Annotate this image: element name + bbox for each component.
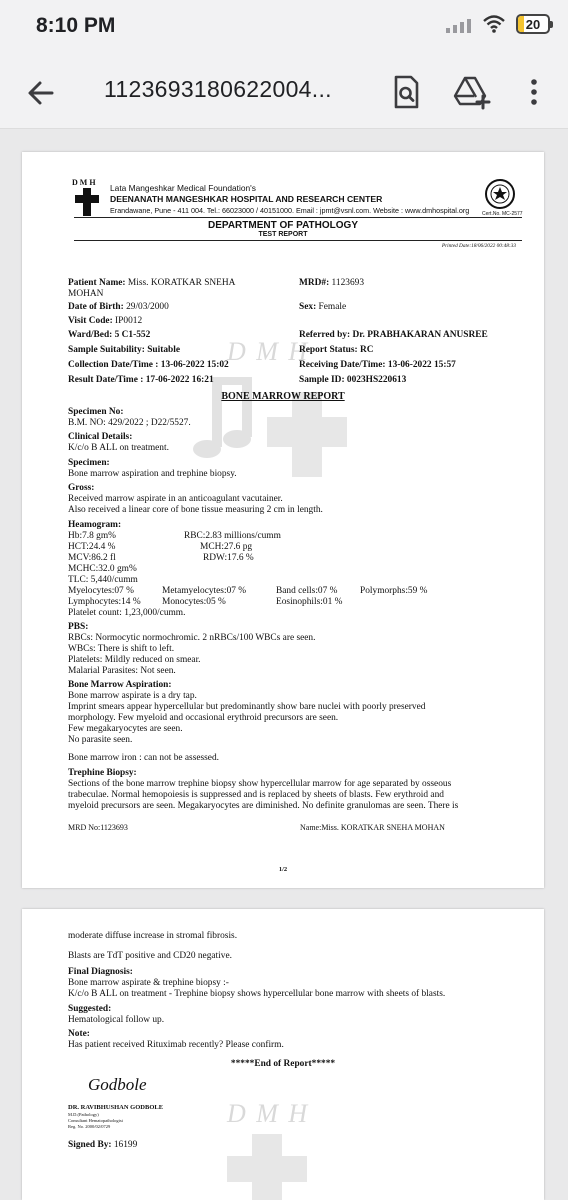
collection-value: 13-06-2022 15:02 bbox=[160, 360, 229, 370]
final-diagnosis-line-2: K/c/o B ALL on treatment - Trephine biopsy shows hypercellular bone marrow with sheets of blasts. bbox=[68, 989, 446, 999]
sample-suitability-label: Sample Suitability: bbox=[68, 345, 145, 355]
mchc-value: MCHC:32.0 gm% bbox=[68, 564, 137, 574]
doctor-name: DR. RAVIBHUSHAN GODBOLE bbox=[68, 1104, 164, 1111]
mrd-value: 1123693 bbox=[331, 278, 365, 288]
trephine-continued: moderate diffuse increase in stromal fibrosis. bbox=[68, 931, 238, 941]
patient-name-label: Patient Name: bbox=[68, 278, 126, 288]
signed-by-label: Signed By: bbox=[68, 1140, 112, 1150]
sample-suitability-value: Suitable bbox=[147, 345, 181, 355]
final-diagnosis-heading: Final Diagnosis: bbox=[68, 967, 133, 977]
pbs-wbcs: WBCs: There is shift to left. bbox=[68, 644, 175, 654]
status-bar bbox=[0, 0, 568, 56]
trephine-line-3: myeloid precursors are seen. Megakaryocytes are diminished. No definite granulomas are seen. There is bbox=[68, 801, 459, 811]
pbs-rbcs: RBCs: Normocytic normochromic. 2 nRBCs/100 WBCs are seen. bbox=[68, 633, 316, 643]
aspiration-line-2: Imprint smears appear hypercellular but predominantly show bare nuclei with poorly preserved bbox=[68, 702, 426, 712]
referred-by-value: Dr. PRABHAKARAN ANUSREE bbox=[352, 330, 488, 340]
sample-id-value: 0023HS220613 bbox=[346, 375, 407, 385]
rbc-value: RBC:2.83 millions/cumm bbox=[184, 531, 281, 541]
note-text: Has patient received Rituximab recently? Please confirm. bbox=[68, 1040, 284, 1050]
footer-mrd: MRD No:1123693 bbox=[68, 823, 128, 832]
aspiration-line-6: Bone marrow iron : can not be assessed. bbox=[68, 753, 220, 763]
watermark-text-2: D M H bbox=[227, 1099, 310, 1128]
collection-label: Collection Date/Time : bbox=[68, 360, 159, 370]
report-title: BONE MARROW REPORT bbox=[221, 391, 345, 402]
final-diagnosis-line-1: Bone marrow aspirate & trephine biopsy :- bbox=[68, 978, 229, 988]
visit-code-value: IP0012 bbox=[115, 316, 143, 326]
lymphocytes-value: Lymphocytes:14 % bbox=[68, 597, 141, 607]
specimen-no-text: B.M. NO: 429/2022 ; D22/5527. bbox=[68, 418, 191, 428]
myelocytes-value: Myelocytes:07 % bbox=[68, 586, 134, 596]
suggested-heading: Suggested: bbox=[68, 1004, 112, 1014]
mch-value: MCH:27.6 pg bbox=[200, 542, 253, 552]
result-value: 17-06-2022 16:21 bbox=[145, 375, 214, 385]
trephine-line-1: Sections of the bone marrow trephine biopsy show hypercellular marrow for age separated by osseous bbox=[68, 779, 452, 789]
document-title: 1123693180622004... bbox=[104, 76, 332, 102]
gross-line-1: Received marrow aspirate in an anticoagulant vacutainer. bbox=[68, 494, 283, 504]
cert-number: Cert.No. MC-2577 bbox=[482, 211, 523, 217]
printed-date: Printed Date:18/06/2022 00:48:33 bbox=[441, 243, 516, 249]
end-of-report: *****End of Report***** bbox=[230, 1059, 336, 1069]
mrd-label: MRD#: bbox=[299, 278, 330, 288]
patient-name-value-2: MOHAN bbox=[68, 289, 104, 299]
page-number: 1/2 bbox=[278, 866, 288, 873]
hb-value: Hb:7.8 gm% bbox=[68, 531, 116, 541]
dob-value: 29/03/2000 bbox=[126, 302, 169, 312]
pdf-page-2 bbox=[22, 909, 544, 1200]
blasts-text: Blasts are TdT positive and CD20 negative. bbox=[68, 951, 232, 961]
hct-value: HCT:24.4 % bbox=[68, 542, 116, 552]
eosinophils-value: Eosinophils:01 % bbox=[276, 597, 343, 607]
rdw-value: RDW:17.6 % bbox=[203, 553, 254, 563]
trephine-heading: Trephine Biopsy: bbox=[68, 768, 137, 778]
receiving-label: Receiving Date/Time: bbox=[299, 360, 386, 370]
ward-value: 5 C1-552 bbox=[114, 330, 151, 340]
polymorphs-value: Polymorphs:59 % bbox=[360, 586, 428, 596]
hospital-address: Erandawane, Pune - 411 004. Tel.: 66023000 / 40151000. Email : jpmt@vsnl.com. Website : www.dmhospital.org bbox=[110, 206, 470, 215]
signed-by-value: 16199 bbox=[113, 1140, 138, 1150]
doctor-qualification: M.D.(Pathology) bbox=[68, 1112, 99, 1117]
logo-mark: D M H bbox=[72, 178, 96, 187]
department-title: DEPARTMENT OF PATHOLOGY bbox=[208, 220, 358, 231]
aspiration-line-4: Few megakaryocytes are seen. bbox=[68, 724, 183, 734]
platelet-count-value: Platelet count: 1,23,000/cumm. bbox=[68, 608, 186, 618]
pbs-malarial: Malarial Parasites: Not seen. bbox=[68, 666, 176, 676]
mcv-value: MCV:86.2 fl bbox=[68, 553, 116, 563]
suggested-text: Hematological follow up. bbox=[68, 1015, 165, 1025]
metamyelocytes-value: Metamyelocytes:07 % bbox=[162, 586, 247, 596]
add-to-drive-icon[interactable] bbox=[452, 72, 492, 112]
more-options-icon[interactable] bbox=[520, 72, 548, 112]
sex-value: Female bbox=[318, 302, 347, 312]
gross-line-2: Also received a linear core of bone tissue measuring 2 cm in length. bbox=[68, 505, 323, 515]
certification-seal-icon bbox=[484, 178, 516, 210]
aspiration-line-3: morphology. Few myeloid and occasional erythroid precursors are seen. bbox=[68, 713, 339, 723]
result-label: Result Date/Time : bbox=[68, 375, 144, 385]
doctor-signature: Godbole bbox=[88, 1075, 147, 1094]
pdf-page-1 bbox=[22, 152, 544, 888]
sex-label: Sex: bbox=[299, 302, 317, 312]
receiving-value: 13-06-2022 15:57 bbox=[387, 360, 456, 370]
report-status-label: Report Status: bbox=[299, 345, 358, 355]
tlc-value: TLC: 5,440/cumm bbox=[68, 575, 138, 585]
watermark-text: D M H bbox=[227, 337, 310, 366]
referred-by-label: Referred by: bbox=[299, 330, 351, 340]
band-cells-value: Band cells:07 % bbox=[276, 586, 338, 596]
clinical-details-heading: Clinical Details: bbox=[68, 432, 133, 442]
app-bar bbox=[0, 56, 568, 129]
wifi-icon bbox=[482, 14, 506, 34]
report-status-value: RC bbox=[359, 345, 374, 355]
search-in-document-icon[interactable] bbox=[386, 72, 426, 112]
monocytes-value: Monocytes:05 % bbox=[162, 597, 226, 607]
specimen-no-heading: Specimen No: bbox=[68, 407, 124, 417]
aspiration-heading: Bone Marrow Aspiration: bbox=[68, 680, 172, 690]
dob-label: Date of Birth: bbox=[68, 302, 124, 312]
aspiration-line-5: No parasite seen. bbox=[68, 735, 133, 745]
specimen-heading: Specimen: bbox=[68, 458, 110, 468]
visit-code-label: Visit Code: bbox=[68, 316, 113, 326]
hospital-logo-icon bbox=[72, 186, 102, 218]
aspiration-line-1: Bone marrow aspirate is a dry tap. bbox=[68, 691, 197, 701]
clock: 8:10 PM bbox=[36, 14, 116, 37]
ward-label: Ward/Bed: bbox=[68, 330, 113, 340]
footer-name: Name:Miss. KORATKAR SNEHA MOHAN bbox=[300, 823, 445, 832]
pbs-heading: PBS: bbox=[68, 622, 89, 632]
sample-id-label: Sample ID: bbox=[299, 375, 345, 385]
note-heading: Note: bbox=[68, 1029, 90, 1039]
battery-icon: 20 bbox=[516, 14, 550, 34]
doctor-designation: Consultant Hematopathologist bbox=[68, 1118, 123, 1123]
hospital-name: DEENANATH MANGESHKAR HOSPITAL AND RESEARCH CENTER bbox=[110, 194, 383, 204]
doctor-registration: Reg. No. 2000/02/0729 bbox=[68, 1124, 111, 1129]
foundation-name: Lata Mangeshkar Medical Foundation's bbox=[110, 183, 256, 193]
patient-name-value: Miss. KORATKAR SNEHA bbox=[127, 278, 236, 288]
heamogram-heading: Heamogram: bbox=[68, 520, 122, 530]
back-arrow-icon[interactable] bbox=[24, 76, 58, 110]
specimen-text: Bone marrow aspiration and trephine biopsy. bbox=[68, 469, 237, 479]
trephine-line-2: trabeculae. Normal hemopoiesis is suppressed and is replaced by sheets of blasts. Few erythroid and bbox=[68, 790, 444, 800]
signal-icon bbox=[446, 15, 472, 33]
test-report-label: TEST REPORT bbox=[258, 231, 308, 238]
gross-heading: Gross: bbox=[68, 483, 95, 493]
pbs-platelets: Platelets: Mildly reduced on smear. bbox=[68, 655, 201, 665]
watermark-cross-icon bbox=[222, 1134, 312, 1200]
clinical-details-text: K/c/o B ALL on treatment. bbox=[68, 443, 169, 453]
